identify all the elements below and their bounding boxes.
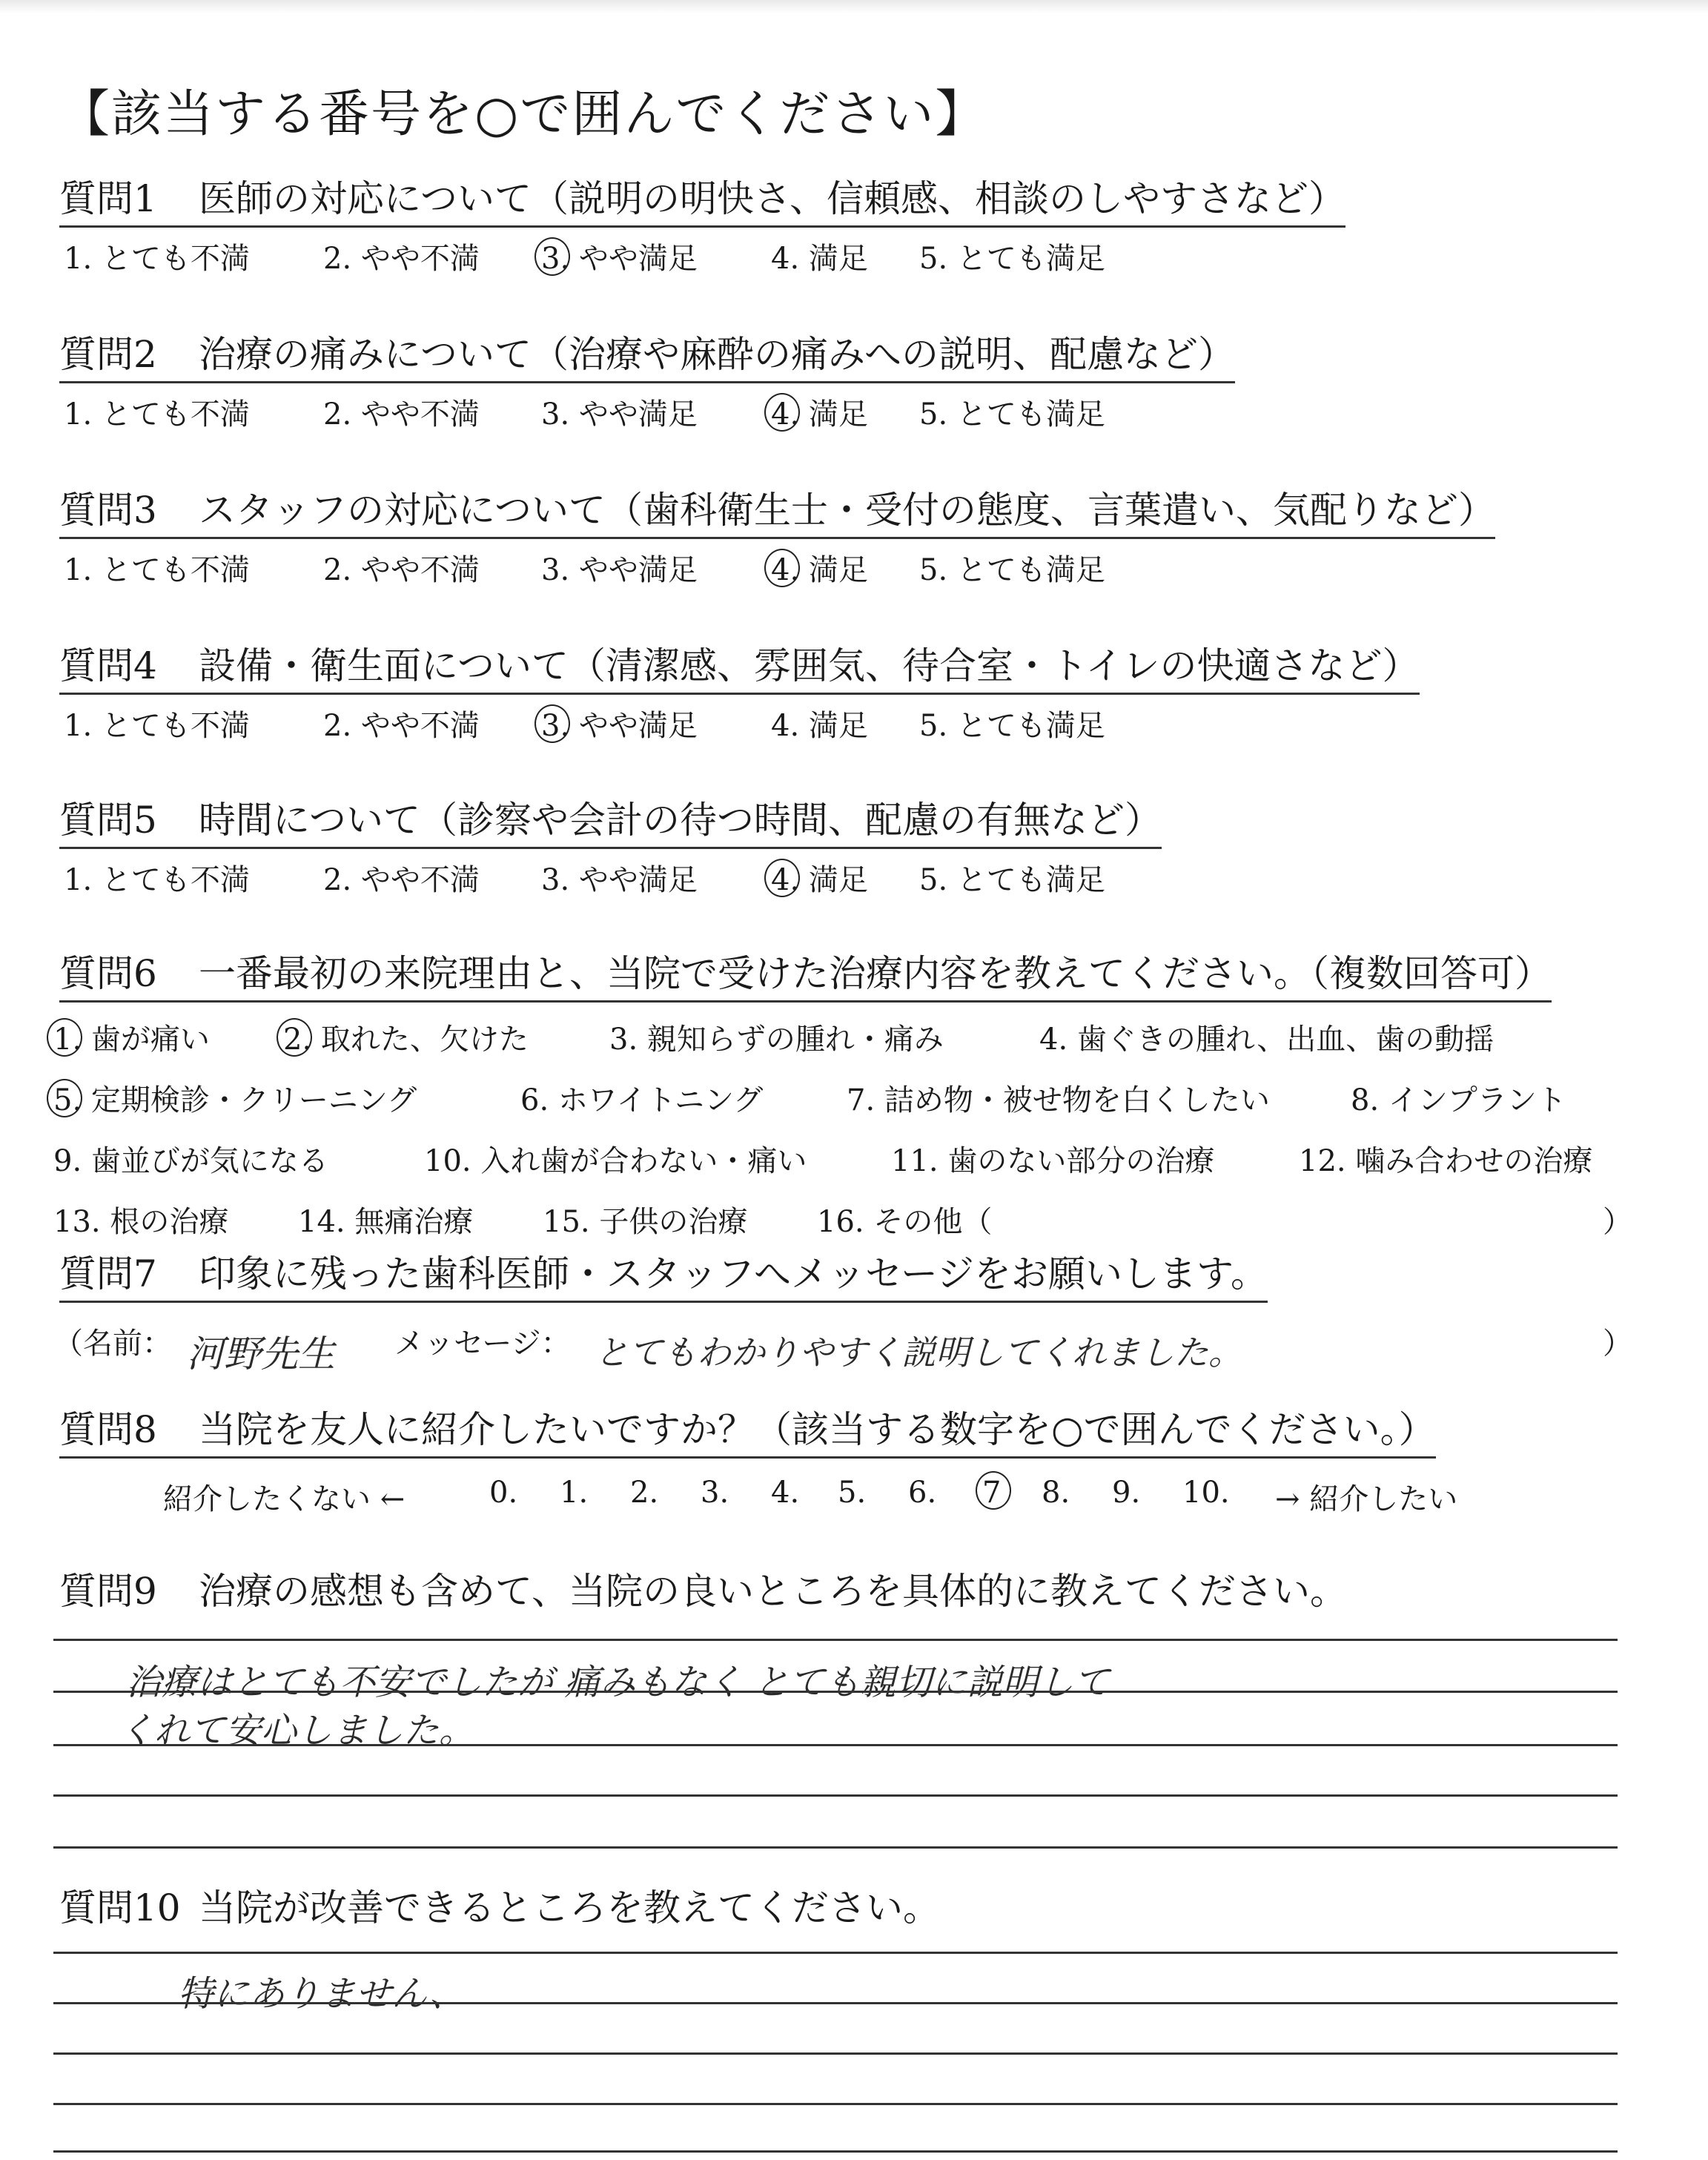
q7-message-value[interactable]: とてもわかりやすく説明してくれました。 — [595, 1332, 1242, 1373]
question-1-text: 医師の対応について（説明の明快さ、信頼感、相談のしやすさなど） — [199, 177, 1345, 220]
q6-row-2 — [53, 1077, 1647, 1137]
question-4 — [59, 645, 1661, 748]
question-7-text: 印象に残った歯科医師・スタッフへメッセージをお願いします。 — [199, 1252, 1268, 1295]
q6-option-7[interactable]: 7. 詰め物・被せ物を白くしたい — [847, 1083, 1270, 1117]
q6-option-4[interactable]: 4. 歯ぐきの腫れ、出血、歯の動揺 — [1039, 1023, 1494, 1057]
question-8-text: 当院を友人に紹介したいですか？（該当する数字を○で囲んでください。） — [199, 1408, 1436, 1451]
q4-option-2[interactable]: 2. やや不満 — [323, 708, 480, 743]
q3-option-1[interactable]: 1. とても不満 — [64, 552, 250, 587]
q5-option-5[interactable]: 5. とても満足 — [919, 862, 1105, 897]
q8-scale: 紹介したくない ← 0. 1. 2. 3. 4. 5. 6. 7 8. 9. 10. → 紹介したい — [163, 1476, 1458, 1516]
q4-option-1[interactable]: 1. とても不満 — [64, 708, 250, 743]
q8-option-10[interactable]: 10. — [1182, 1476, 1230, 1510]
question-5-options — [59, 856, 1661, 902]
page-title: 【該当する番号を○で囲んでください】 — [59, 85, 987, 144]
q2-option-5[interactable]: 5. とても満足 — [919, 397, 1105, 432]
q1-option-1[interactable]: 1. とても不満 — [64, 241, 250, 276]
q6-option-9[interactable]: 9. 歯並びが気になる — [53, 1144, 328, 1178]
question-6-text: 一番最初の来院理由と、当院で受けた治療内容を教えてください。（複数回答可） — [199, 952, 1552, 995]
q8-option-0[interactable]: 0. — [489, 1476, 518, 1510]
question-10-header — [59, 1887, 940, 1935]
q8-option-4[interactable]: 4. — [771, 1476, 800, 1510]
question-4-text: 設備・衛生面について（清潔感、雰囲気、待合室・トイレの快適さなど） — [199, 644, 1420, 687]
q5-option-1[interactable]: 1. とても不満 — [64, 862, 250, 897]
q5-option-4-selected[interactable]: 4. 満足 — [771, 862, 868, 897]
question-4-options — [59, 702, 1661, 748]
q6-option-16[interactable]: 16. その他（ — [817, 1205, 993, 1239]
q6-option-5[interactable]: 5. 定期検診・クリーニング — [53, 1083, 417, 1117]
q9-answer-line-2-text[interactable]: くれて安心しました。 — [119, 1710, 475, 1751]
q9-answer-line-1 — [53, 1639, 1618, 1641]
question-3-text: スタッフの対応について（歯科衛生士・受付の態度、言葉遣い、気配りなど） — [199, 489, 1495, 532]
q6-option-13[interactable]: 13. 根の治療 — [53, 1205, 229, 1239]
q1-option-2[interactable]: 2. やや不満 — [323, 241, 480, 276]
question-2-header — [59, 334, 1235, 383]
question-1 — [59, 178, 1661, 281]
question-2-text: 治療の痛みについて（治療や麻酔の痛みへの説明、配慮など） — [199, 333, 1235, 376]
question-8 — [59, 1409, 1661, 1459]
question-4-header — [59, 645, 1420, 695]
q6-other-close-paren: ） — [1603, 1205, 1632, 1239]
q3-option-2[interactable]: 2. やや不満 — [323, 552, 480, 587]
q6-option-8[interactable]: 8. インプラント — [1351, 1083, 1566, 1117]
question-8-header — [59, 1409, 1436, 1459]
q1-option-3-selected[interactable]: 3. やや満足 — [541, 241, 698, 276]
q4-option-4[interactable]: 4. 満足 — [771, 708, 868, 743]
question-6-options — [53, 1016, 1647, 1259]
question-4-label: 質問4 — [59, 644, 157, 687]
question-10-label: 質問10 — [59, 1886, 181, 1929]
q8-option-1[interactable]: 1. — [560, 1476, 589, 1510]
q1-option-3-num: 3. — [541, 241, 570, 276]
q7-name-label: （名前： — [53, 1327, 172, 1361]
question-7-answer — [53, 1320, 1655, 1379]
q6-option-3[interactable]: 3. 親知らずの腫れ・痛み — [609, 1023, 944, 1057]
q8-option-6[interactable]: 6. — [908, 1476, 937, 1510]
q2-option-4-selected[interactable]: 4. 満足 — [771, 397, 868, 432]
question-9-text: 治療の感想も含めて、当院の良いところを具体的に教えてください。 — [199, 1570, 1347, 1613]
q10-answer-line-4 — [53, 2103, 1618, 2105]
question-1-label: 質問1 — [59, 177, 157, 220]
q2-option-4-num: 4. — [771, 397, 800, 432]
question-1-header — [59, 178, 1345, 228]
q7-message-label: メッセージ： — [394, 1327, 571, 1361]
question-10 — [59, 1887, 1661, 1935]
question-5-text: 時間について（診察や会計の待つ時間、配慮の有無など） — [199, 799, 1162, 842]
question-3-header — [59, 489, 1495, 539]
q2-option-2[interactable]: 2. やや不満 — [323, 397, 480, 432]
q3-option-4-selected[interactable]: 4. 満足 — [771, 552, 868, 587]
q4-option-3-num: 3. — [541, 708, 570, 743]
question-3 — [59, 489, 1661, 592]
q6-option-15[interactable]: 15. 子供の治療 — [543, 1205, 748, 1239]
q8-left-label: 紹介したくない ← — [163, 1482, 406, 1516]
q9-answer-line-4 — [53, 1794, 1618, 1797]
q6-option-12[interactable]: 12. 噛み合わせの治療 — [1299, 1144, 1593, 1178]
question-6 — [59, 953, 1661, 1003]
q10-answer-line-1 — [53, 1952, 1618, 1954]
q8-option-2[interactable]: 2. — [630, 1476, 659, 1510]
question-9 — [59, 1571, 1661, 1618]
q9-answer-line-2 — [53, 1691, 1618, 1693]
q9-answer-line-3 — [53, 1744, 1618, 1746]
question-7-label: 質問7 — [59, 1252, 157, 1295]
q9-answer-line-1-text[interactable]: 治療はとても不安でしたが 痛みもなく とても親切に説明して — [126, 1662, 1110, 1703]
q2-option-3[interactable]: 3. やや満足 — [541, 397, 698, 432]
question-8-label: 質問8 — [59, 1408, 157, 1451]
q5-option-2[interactable]: 2. やや不満 — [323, 862, 480, 897]
q4-option-5[interactable]: 5. とても満足 — [919, 708, 1105, 743]
q8-option-3[interactable]: 3. — [701, 1476, 729, 1510]
q6-option-10[interactable]: 10. 入れ歯が合わない・痛い — [424, 1144, 807, 1178]
q6-row-3 — [53, 1137, 1647, 1198]
q3-option-5[interactable]: 5. とても満足 — [919, 552, 1105, 587]
q7-close-paren: ） — [1603, 1327, 1632, 1361]
question-10-text: 当院が改善できるところを教えてください。 — [199, 1886, 940, 1929]
q6-option-11[interactable]: 11. 歯のない部分の治療 — [891, 1144, 1215, 1178]
q10-answer-text[interactable]: 特にありません、 — [178, 1973, 465, 2015]
q5-option-3[interactable]: 3. やや満足 — [541, 862, 698, 897]
question-7 — [59, 1253, 1661, 1303]
q6-row-1 — [53, 1016, 1647, 1077]
question-6-label: 質問6 — [59, 952, 157, 995]
question-9-label: 質問9 — [59, 1570, 157, 1613]
question-9-header — [59, 1571, 1347, 1618]
q6-option-2[interactable]: 2. 取れた、欠けた — [283, 1023, 529, 1057]
question-3-label: 質問3 — [59, 489, 157, 532]
q10-answer-line-2 — [53, 2002, 1618, 2004]
q6-option-1[interactable]: 1. 歯が痛い — [53, 1023, 210, 1057]
q9-answer-line-5 — [53, 1846, 1618, 1849]
question-5-label: 質問5 — [59, 799, 157, 842]
question-5 — [59, 799, 1661, 902]
q6-option-6[interactable]: 6. ホワイトニング — [520, 1083, 764, 1117]
question-2-label: 質問2 — [59, 333, 157, 376]
question-3-options — [59, 546, 1661, 592]
question-1-options — [59, 235, 1661, 281]
question-6-header — [59, 953, 1552, 1003]
q8-right-label: → 紹介したい — [1275, 1482, 1458, 1516]
question-2 — [59, 334, 1661, 437]
q8-option-8[interactable]: 8. — [1042, 1476, 1070, 1510]
q3-option-4-num: 4. — [771, 552, 800, 587]
q10-answer-line-5 — [53, 2150, 1618, 2153]
question-2-options — [59, 391, 1661, 437]
q3-option-3[interactable]: 3. やや満足 — [541, 552, 698, 587]
q5-option-4-num: 4. — [771, 862, 800, 897]
q4-option-3-selected[interactable]: 3. やや満足 — [541, 708, 698, 743]
q1-option-5[interactable]: 5. とても満足 — [919, 241, 1105, 276]
q6-row-4 — [53, 1198, 1647, 1259]
q1-option-4[interactable]: 4. 満足 — [771, 241, 868, 276]
question-5-header — [59, 799, 1162, 849]
q2-option-1[interactable]: 1. とても不満 — [64, 397, 250, 432]
scan-edge — [0, 0, 1708, 13]
q8-option-5[interactable]: 5. — [838, 1476, 867, 1510]
question-7-header — [59, 1253, 1268, 1303]
q6-option-14[interactable]: 14. 無痛治療 — [298, 1205, 474, 1239]
q10-answer-line-3 — [53, 2052, 1618, 2055]
q8-option-9[interactable]: 9. — [1112, 1476, 1141, 1510]
q7-name-value[interactable]: 河野先生 — [187, 1332, 335, 1375]
